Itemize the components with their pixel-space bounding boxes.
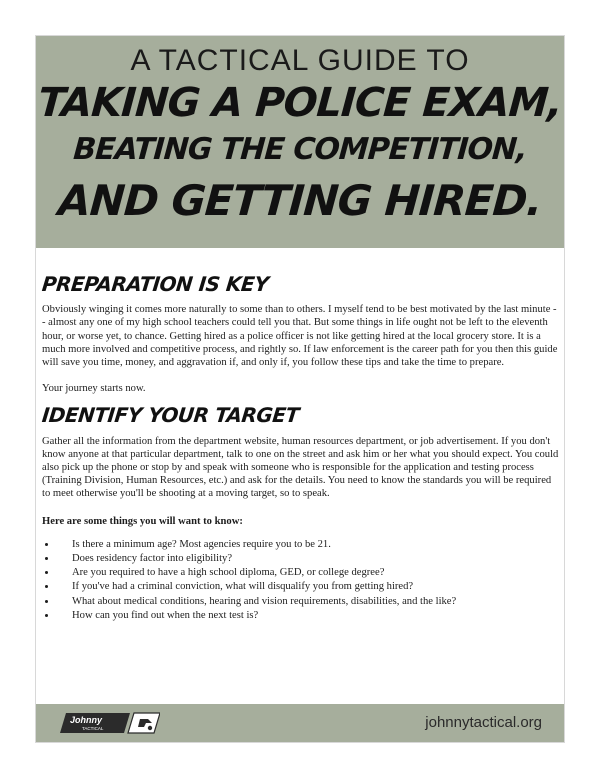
list-item: Are you required to have a high school diploma, GED, or college degree? — [72, 566, 560, 579]
document-page — [35, 35, 565, 743]
list-item: What about medical conditions, hearing and vision requirements, disabilities, and the like? — [72, 595, 560, 608]
section-heading-target: IDENTIFY YOUR TARGET — [40, 403, 301, 428]
header-band — [36, 36, 564, 248]
title-line-1: A TACTICAL GUIDE TO — [130, 44, 470, 77]
main-content — [40, 272, 560, 623]
things-to-know-heading: Here are some things you will want to know: — [42, 515, 243, 527]
section-heading-preparation: PREPARATION IS KEY — [40, 272, 270, 296]
journey-paragraph: Your journey starts now. — [42, 383, 146, 395]
title-line-3: BEATING THE COMPETITION, — [72, 132, 528, 167]
list-item: How can you find out when the next test is? — [72, 609, 560, 622]
logo-text: Johnny — [70, 715, 103, 725]
johnny-tactical-logo — [60, 711, 160, 735]
website-url: johnnytactical.org — [425, 714, 542, 731]
title-line-2: TAKING A POLICE EXAM, — [36, 80, 564, 126]
target-paragraph: Gather all the information from the department website, human resources department, or job advertisement. If you don't know anyone at that particular department, talk to one on the street and ask him or her what you should expect. You could also pick up the phone or stop by and speak with someone who is responsible for the application and testing process (Training Division, Human Resources, etc.) and ask for the details. You need to know the standards you will be required to meet otherwise you'll be shooting at a moving target, so to speak. — [42, 435, 559, 500]
preparation-paragraph: Obviously winging it comes more naturally to some than to others. I myself tend to be best motivated by the last minute -- almost any one of my high school teachers could tell you that. But some things in life ought not be left to the eleventh hour, or worse yet, to chance. Getting hired as a police officer is not like getting hired at the local grocery store. It is a much more involved and competitive process, and rightly so. If law enforcement is the career path for you then this guide will save you time, money, and aggravation if, and only if, you follow these tips and take the time to prepare. — [42, 304, 558, 369]
list-item: Does residency factor into eligibility? — [72, 552, 560, 565]
things-to-know-list — [42, 538, 560, 622]
logo-subtext: TACTICAL — [82, 726, 104, 731]
footer-band — [36, 704, 564, 742]
title-line-4: AND GETTING HIRED. — [56, 176, 544, 225]
list-item: Is there a minimum age? Most agencies require you to be 21. — [72, 538, 560, 551]
list-item: If you've had a criminal conviction, what will disqualify you from getting hired? — [72, 580, 560, 593]
